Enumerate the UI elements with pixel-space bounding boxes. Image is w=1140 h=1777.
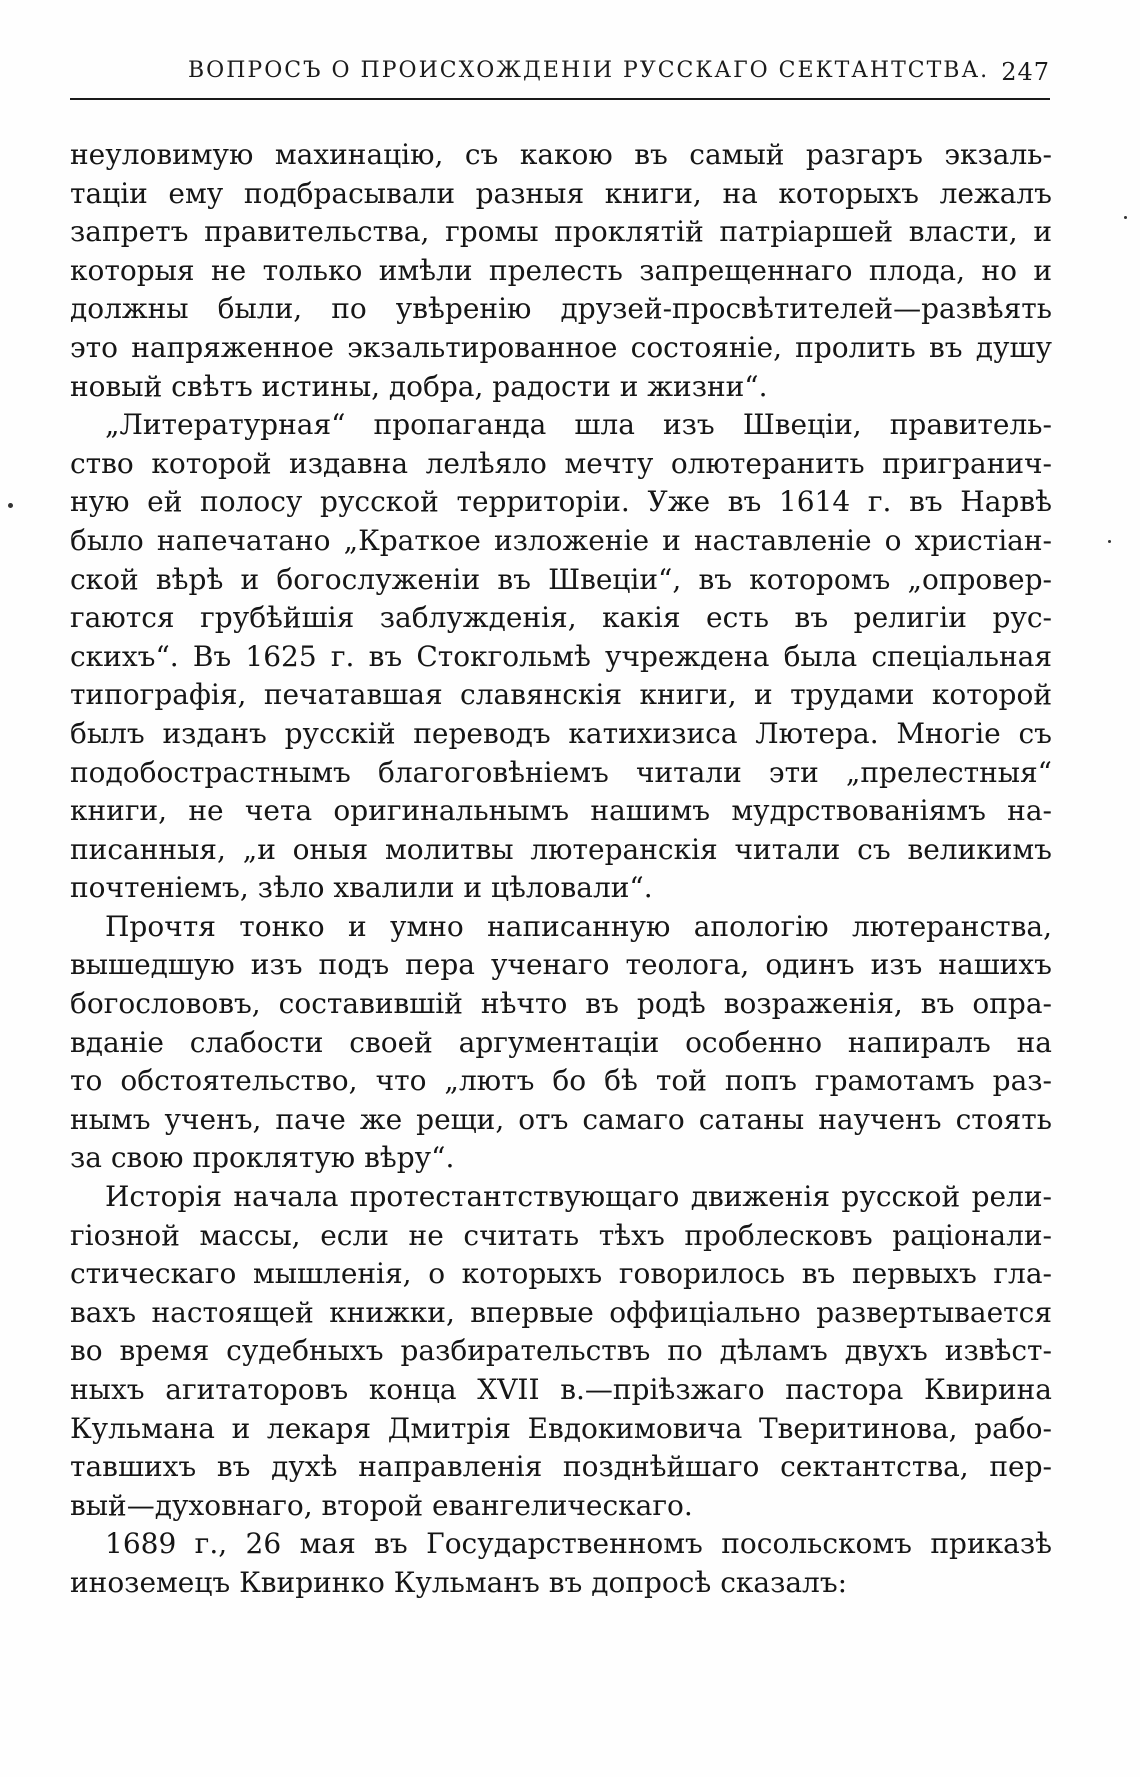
text-line: 1689 г., 26 мая въ Государственномъ посольскомъ приказѣ — [105, 1527, 1052, 1561]
text-line: должны были, по увѣренію друзей-просвѣтителей—развѣять — [70, 292, 1052, 326]
text-line: подобострастнымъ благоговѣніемъ читали эти „прелестныя“ — [70, 755, 1052, 789]
text-line: запретъ правительства, громы проклятій патріаршей власти, и — [70, 215, 1052, 249]
paragraph-4 — [70, 1178, 1052, 1525]
text-line: которыя не только имѣли прелесть запрещеннаго плода, но и — [70, 253, 1052, 287]
text-line: Прочтя тонко и умно написанную апологію лютеранства, — [105, 909, 1052, 943]
scan-speck — [8, 503, 13, 508]
paragraph-1 — [70, 136, 1052, 406]
text-line: ную ей полосу русской территоріи. Уже въ 1614 г. въ Нарвѣ — [70, 485, 1052, 519]
text-line: вышедшую изъ подъ пера ученаго теолога, одинъ изъ нашихъ — [70, 948, 1052, 982]
text-line: Исторія начала протестантствующаго движенія русской рели- — [105, 1180, 1052, 1214]
page-number: 247 — [1001, 58, 1050, 86]
text-line: почтеніемъ, зѣло хвалили и цѣловали“. — [70, 871, 653, 905]
body-text — [70, 136, 1052, 1603]
text-line: вахъ настоящей книжки, впервые оффиціально развертывается — [70, 1295, 1052, 1329]
paragraph-5 — [70, 1525, 1052, 1602]
text-line: гіозной массы, если не считать тѣхъ проблесковъ раціонали- — [70, 1218, 1052, 1252]
text-line: типографія, печатавшая славянскія книги, и трудами которой — [70, 678, 1052, 712]
text-line: „Литературная“ пропаганда шла изъ Швеціи, правитель- — [105, 408, 1052, 442]
text-line: ство которой издавна лелѣяло мечту олютеранить пригранич- — [70, 446, 1052, 480]
paragraph-3 — [70, 908, 1052, 1178]
text-line: то обстоятельство, что „лютъ бо бѣ той попъ грамотамъ раз- — [70, 1064, 1052, 1098]
text-line: неуловимую махинацію, съ какою въ самый разгаръ экзаль- — [70, 138, 1052, 171]
text-line: было напечатано „Краткое изложеніе и наставленіе о христіан- — [70, 523, 1052, 557]
text-line: скихъ“. Въ 1625 г. въ Стокгольмѣ учреждена была спеціальная — [70, 639, 1052, 673]
text-line: писанныя, „и оныя молитвы лютеранскія читали съ великимъ — [70, 832, 1052, 866]
page-header — [70, 58, 1050, 94]
scan-speck — [1108, 540, 1111, 543]
text-line: Кульмана и лекаря Дмитрія Евдокимовича Тверитинова, рабо- — [70, 1411, 1052, 1445]
text-line: нымъ ученъ, паче же рещи, отъ самаго сатаны наученъ стоять — [70, 1102, 1052, 1136]
header-rule — [70, 98, 1050, 100]
text-line: таціи ему подбрасывали разныя книги, на которыхъ лежалъ — [70, 176, 1052, 210]
text-line: книги, не чета оригинальнымъ нашимъ мудрствованіямъ на- — [70, 794, 1052, 828]
text-line: вданіе слабости своей аргументаціи особенно напиралъ на — [70, 1025, 1052, 1059]
text-line: новый свѣтъ истины, добра, радости и жизни“. — [70, 369, 768, 403]
paragraph-2 — [70, 406, 1052, 908]
text-line: вый—духовнаго, второй евангелическаго. — [70, 1488, 693, 1522]
text-line: это напряженное экзальтированное состояніе, пролить въ душу — [70, 330, 1052, 364]
text-line: во время судебныхъ разбирательствъ по дѣламъ двухъ извѣст- — [70, 1334, 1052, 1368]
text-line: стическаго мышленія, о которыхъ говорилось въ первыхъ гла- — [70, 1257, 1052, 1291]
text-line: богослововъ, составившій нѣчто въ родѣ возраженія, въ опра- — [70, 987, 1052, 1021]
text-line: тавшихъ въ духѣ направленія позднѣйшаго сектантства, пер- — [70, 1450, 1052, 1484]
text-line: ныхъ агитаторовъ конца XVII в.—пріѣзжаго пастора Квирина — [70, 1373, 1052, 1406]
text-line: былъ изданъ русскій переводъ катихизиса Лютера. Многіе съ — [70, 716, 1052, 750]
text-line: за свою проклятую вѣру“. — [70, 1141, 455, 1175]
running-title: ВОПРОСЪ О ПРОИСХОЖДЕНІИ РУССКАГО СЕКТАНТСТВА. — [188, 58, 990, 83]
text-line: иноземецъ Квиринко Кульманъ въ допросѣ сказалъ: — [70, 1565, 848, 1599]
text-line: гаются грубѣйшія заблужденія, какія есть въ религіи рус- — [70, 601, 1052, 635]
scan-speck — [1124, 216, 1127, 219]
text-line: ской вѣрѣ и богослуженіи въ Швеціи“, въ которомъ „опровер- — [70, 562, 1052, 596]
